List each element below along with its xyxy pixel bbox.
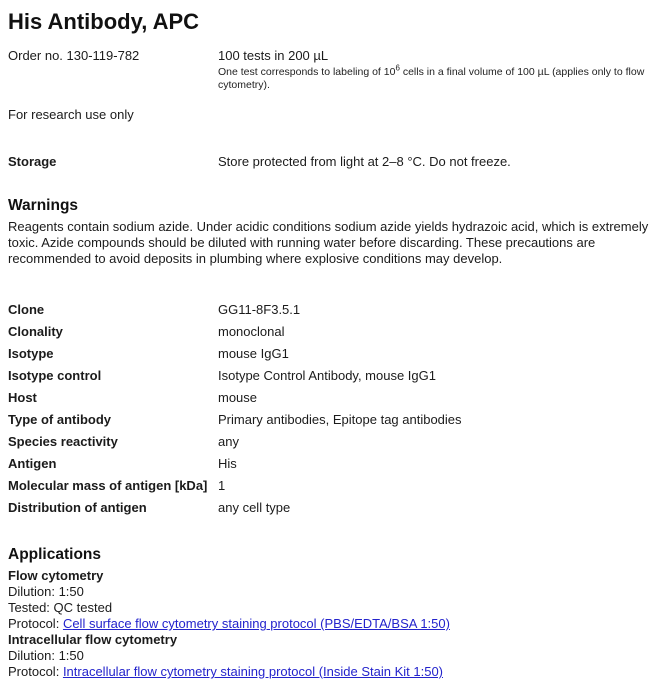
row-value: His	[218, 456, 237, 471]
protocol-link-intracellular[interactable]: Intracellular flow cytometry staining protocol (Inside Stain Kit 1:50)	[62, 664, 443, 679]
protocol-label: Protocol:	[8, 664, 60, 679]
row-value: mouse IgG1	[218, 346, 289, 361]
research-use-statement: For research use only	[8, 107, 134, 122]
row-value: GG11-8F3.5.1	[218, 302, 301, 317]
protocol-link-cell-surface[interactable]: Cell surface flow cytometry staining protocol (PBS/EDTA/BSA 1:50)	[62, 616, 450, 631]
row-value: monoclonal	[218, 324, 285, 339]
table-row	[8, 387, 653, 409]
table-row	[8, 365, 653, 387]
application-group-intracellular-flow-cytometry	[8, 632, 653, 680]
application-tested: Tested: QC tested	[8, 600, 113, 615]
row-value: Isotype Control Antibody, mouse IgG1	[218, 368, 436, 383]
row-value: any	[218, 434, 239, 449]
application-dilution: Dilution: 1:50	[8, 648, 84, 663]
note-prefix: One test corresponds to labeling of 10	[218, 66, 396, 78]
pack-size-note	[218, 63, 653, 92]
row-label: Species reactivity	[8, 434, 118, 449]
table-row	[8, 453, 653, 475]
order-row	[8, 48, 653, 92]
row-label: Clone	[8, 302, 45, 317]
storage-label: Storage	[8, 154, 57, 169]
row-value: Primary antibodies, Epitope tag antibodies	[218, 412, 462, 427]
application-dilution: Dilution: 1:50	[8, 584, 84, 599]
row-label: Antigen	[8, 456, 57, 471]
table-row	[8, 299, 653, 321]
warnings-heading: Warnings	[8, 197, 79, 214]
note-superscript: 6	[395, 63, 400, 73]
applications-list	[8, 568, 653, 680]
warnings-text: Reagents contain sodium azide. Under acidic conditions sodium azide yields hydrazoic acid, which is extremely toxic. Azide compounds should be diluted with running water before discarding. These precautions are recommended to avoid deposits in plumbing where explosive conditions may develop.	[8, 219, 649, 266]
pack-size-cell	[218, 48, 653, 92]
storage-row	[8, 154, 653, 170]
row-value: any cell type	[218, 500, 291, 515]
protocol-label: Protocol:	[8, 616, 60, 631]
application-group-flow-cytometry	[8, 568, 653, 632]
table-row	[8, 475, 653, 497]
table-row	[8, 497, 653, 519]
table-row	[8, 321, 653, 343]
applications-heading: Applications	[8, 546, 102, 563]
storage-value: Store protected from light at 2–8 °C. Do not freeze.	[218, 154, 511, 169]
table-row	[8, 409, 653, 431]
pack-size: 100 tests in 200 µL	[218, 48, 329, 63]
row-value: 1	[218, 478, 226, 493]
row-label: Clonality	[8, 324, 63, 339]
order-number: Order no. 130-119-782	[8, 48, 140, 63]
page-title: His Antibody, APC	[8, 9, 200, 34]
application-title: Intracellular flow cytometry	[8, 632, 178, 647]
row-label: Isotype	[8, 346, 54, 361]
details-table	[8, 299, 653, 519]
table-row	[8, 343, 653, 365]
row-label: Type of antibody	[8, 412, 112, 427]
product-datasheet	[8, 8, 653, 680]
row-label: Distribution of antigen	[8, 500, 147, 515]
row-label: Molecular mass of antigen [kDa]	[8, 478, 208, 493]
application-protocol	[8, 616, 653, 632]
table-row	[8, 431, 653, 453]
row-value: mouse	[218, 390, 258, 405]
row-label: Isotype control	[8, 368, 102, 383]
row-label: Host	[8, 390, 37, 405]
application-title: Flow cytometry	[8, 568, 104, 583]
note-suffix: cells in a final volume of 100 µL (applies only to flow cytometry).	[218, 66, 645, 91]
application-protocol	[8, 664, 653, 680]
